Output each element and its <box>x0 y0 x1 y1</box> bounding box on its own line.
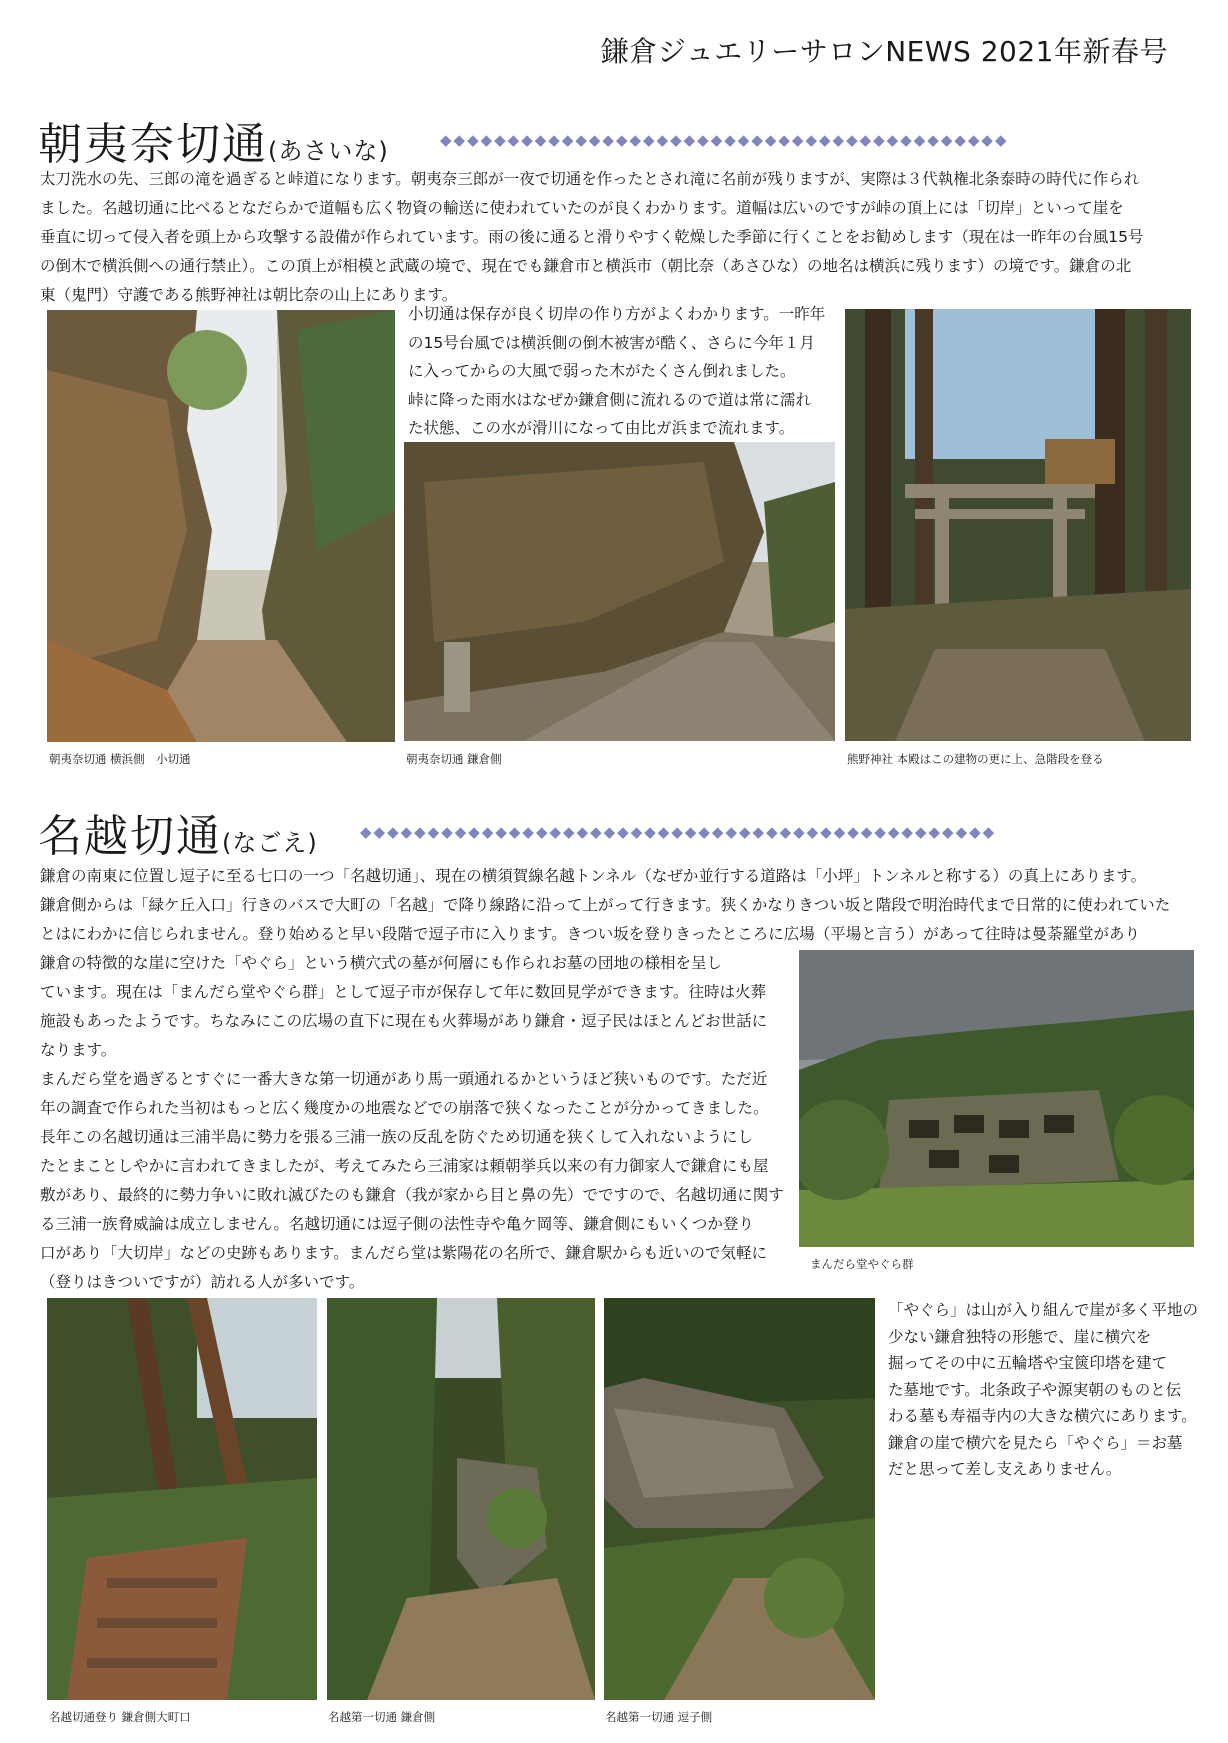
photo-nagoe-first-zushi <box>604 1298 875 1700</box>
body-line: ています。現在は「まんだら堂やぐら群」として逗子市が保存して年に数回見学ができます。往時は火葬 <box>40 983 767 1001</box>
photo-nagoe-omachi <box>47 1298 317 1700</box>
yagura-line: 少ない鎌倉独特の形態で、崖に横穴を <box>888 1327 1152 1346</box>
yagura-line: わる墓も寿福寺内の大きな横穴にあります。 <box>888 1407 1197 1425</box>
intro-line: 鎌倉側からは「緑ケ丘入口」行きのバスで大町の「名越」で降り線路に沿って上がって行きます。狭くかなりきつい坂と階段で明治時代まで日常的に使われていた <box>40 896 1171 914</box>
mid-line: に入ってからの大風で弱った木がたくさん倒れました。 <box>408 362 796 380</box>
photo-asaina-kamakura <box>404 442 835 741</box>
section2-title-text: 名越切通 <box>38 811 222 862</box>
caption-photo6: 名越第一切通 鎌倉側 <box>328 1710 436 1724</box>
section1-title-text: 朝夷奈切通 <box>38 119 268 170</box>
section1-mid-text <box>408 300 838 443</box>
yagura-line: 掘ってその中に五輪塔や宝篋印塔を建て <box>888 1354 1168 1372</box>
diamond-divider-2: ◆◆◆◆◆◆◆◆◆◆◆◆◆◆◆◆◆◆◆◆◆◆◆◆◆◆◆◆◆◆◆◆◆◆◆◆◆◆◆◆◆◆◆◆◆◆◆ <box>360 823 997 841</box>
section2-intro <box>40 862 1200 949</box>
intro-line: 太刀洗水の先、三郎の滝を過ぎると峠道になります。朝夷奈三郎が一夜で切通を作ったとされ滝に名前が残りますが、実際は３代執権北条泰時の時代に作られ <box>40 170 1140 188</box>
section1-reading: (あさいな) <box>268 137 389 165</box>
body-line: たとまことしやかに言われてきましたが、考えてみたら三浦家は頼朝挙兵以来の有力御家人で鎌倉にも屋 <box>40 1157 769 1175</box>
mid-line: た状態、この水が滑川になって由比ガ浜まで流れます。 <box>408 419 795 437</box>
yagura-line: 「やぐら」は山が入り組んで崖が多く平地の <box>888 1301 1199 1319</box>
mid-line: 小切通は保存が良く切岸の作り方がよくわかります。一昨年 <box>408 305 826 323</box>
photo-kumano-shrine <box>845 309 1191 741</box>
mid-line: の15号台風では横浜側の倒木被害が酷く、さらに今年１月 <box>408 333 815 352</box>
mid-line: 峠に降った雨水はなぜか鎌倉側に流れるので道は常に濡れ <box>408 390 812 409</box>
intro-line: 鎌倉の南東に位置し逗子に至る七口の一つ「名越切通」、現在の横須賀線名越トンネル（なぜか並行する道路は「小坪」トンネルと称する）の真上にあります。 <box>40 867 1147 885</box>
section1-intro <box>40 165 1200 310</box>
body-line: まんだら堂を過ぎるとすぐに一番大きな第一切通があり馬一頭通れるかというほど狭いものです。ただ近 <box>40 1070 768 1088</box>
intro-line: 垂直に切って侵入者を頭上から攻撃する設備が作られています。雨の後に通ると滑りやすく乾燥した季節に行くことをお勧めします（現在は一昨年の台風15号 <box>40 228 1144 246</box>
body-line: 口があり「大切岸」などの史跡もあります。まんだら堂は紫陽花の名所で、鎌倉駅からも近いので気軽に <box>40 1244 767 1262</box>
body-line: 鎌倉の特徴的な崖に空けた「やぐら」という横穴式の墓が何層にも作られお墓の団地の様相を呈し <box>40 954 723 972</box>
body-line: （登りはきついですが）訪れる人が多いです。 <box>40 1273 365 1291</box>
photo-nagoe-first-kamakura <box>327 1298 595 1700</box>
yagura-line: だと思って差し支えありません。 <box>888 1460 1122 1478</box>
body-line: 敷があり、最終的に勢力争いに敗れ滅びたのも鎌倉（我が家から目と鼻の先）でですので、名越切通に関す <box>40 1186 784 1204</box>
intro-line: 東（鬼門）守護である熊野神社は朝比奈の山上にあります。 <box>40 286 458 304</box>
photo-mandarado-yagura <box>799 950 1194 1247</box>
body-line: なります。 <box>40 1041 117 1059</box>
section1-title <box>38 108 389 172</box>
section2-reading: (なごえ) <box>222 829 318 857</box>
newsletter-title: 鎌倉ジュエリーサロンNEWS 2021年新春号 <box>600 35 1168 68</box>
yagura-line: 鎌倉の崖で横穴を見たら「やぐら」＝お墓 <box>888 1433 1183 1452</box>
section2-title <box>38 800 318 864</box>
caption-photo7: 名越第一切通 逗子側 <box>605 1710 713 1724</box>
caption-photo5: 名越切通登り 鎌倉側大町口 <box>49 1710 191 1724</box>
body-line: 施設もあったようです。ちなみにこの広場の直下に現在も火葬場があり鎌倉・逗子民はほとんどお世話に <box>40 1012 768 1030</box>
body-line: る三浦一族脅威論は成立しません。名越切通には逗子側の法性寺や亀ケ岡等、鎌倉側にもいくつか登り <box>40 1215 754 1233</box>
yagura-line: た墓地です。北条政子や源実朝のものと伝 <box>888 1380 1182 1399</box>
intro-line: とはにわかに信じられません。登り始めると早い段階で逗子市に入ります。きつい坂を登りきったところに広場（平場と言う）があって往時は曼荼羅堂があり <box>40 925 1141 943</box>
caption-photo2: 朝夷奈切通 鎌倉側 <box>406 752 502 766</box>
intro-line: ました。名越切通に比べるとなだらかで道幅も広く物資の輸送に使われていたのが良くわかります。道幅は広いのですが峠の頂上には「切岸」といって崖を <box>40 199 1124 217</box>
caption-photo1: 朝夷奈切通 横浜側 小切通 <box>49 752 191 766</box>
caption-photo3: 熊野神社 本殿はこの建物の更に上、急階段を登る <box>847 752 1104 766</box>
yagura-explanation <box>888 1297 1198 1483</box>
body-line: 年の調査で作られた当初はもっと広く幾度かの地震などでの崩落で狭くなったことが分かってきました。 <box>40 1099 769 1117</box>
intro-line: の倒木で横浜側への通行禁止）。この頂上が相模と武蔵の境で、現在でも鎌倉市と横浜市（朝比奈（あさひな）の地名は横浜に残ります）の境です。鎌倉の北 <box>40 257 1132 275</box>
body-line: 長年この名越切通は三浦半島に勢力を張る三浦一族の反乱を防ぐため切通を狭くして入れないようにし <box>40 1128 754 1146</box>
caption-photo4: まんだら堂やぐら群 <box>810 1257 914 1271</box>
photo-asaina-yokohama <box>47 310 395 742</box>
section2-body <box>40 949 800 1297</box>
diamond-divider-1: ◆◆◆◆◆◆◆◆◆◆◆◆◆◆◆◆◆◆◆◆◆◆◆◆◆◆◆◆◆◆◆◆◆◆◆◆◆◆◆◆◆◆ <box>440 131 1009 149</box>
